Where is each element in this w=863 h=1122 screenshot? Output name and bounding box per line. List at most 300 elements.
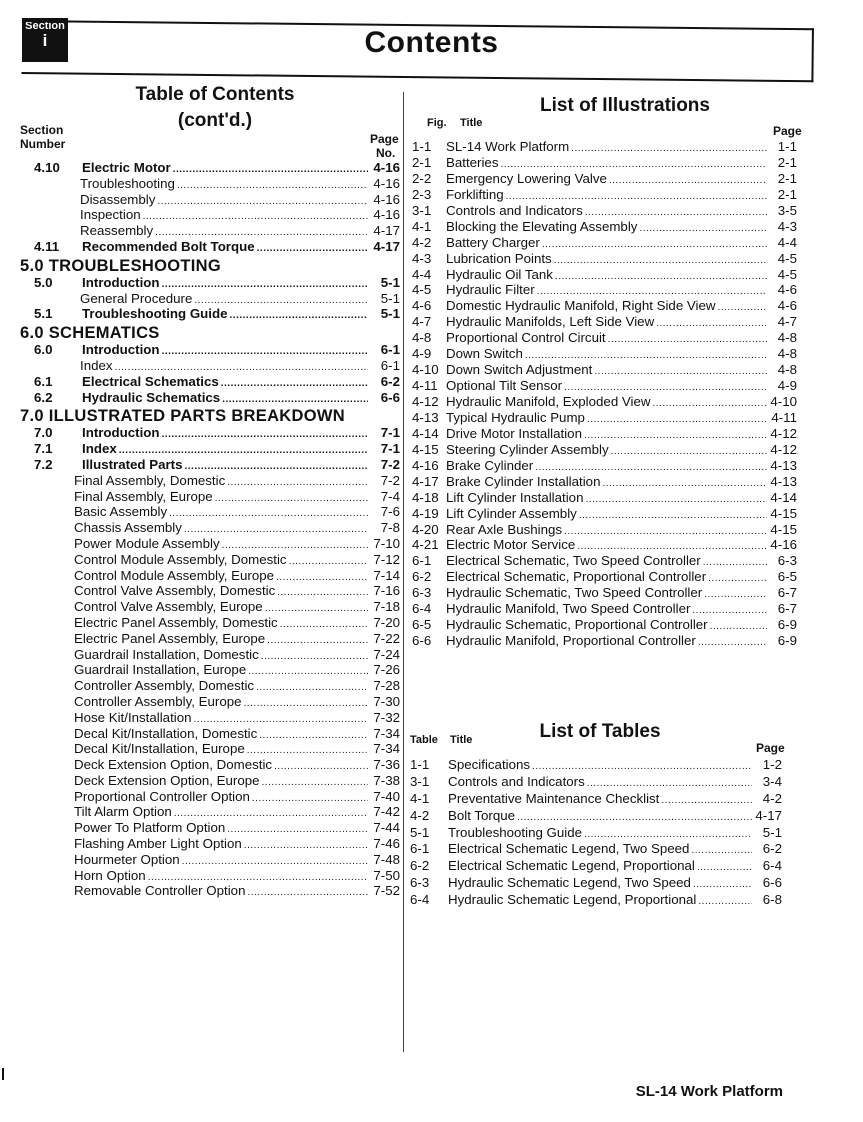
item-title: Hydraulic Manifold, Proportional Controller bbox=[446, 633, 696, 649]
list-item bbox=[412, 522, 797, 538]
item-number: 4-21 bbox=[412, 537, 439, 553]
list-item bbox=[20, 773, 400, 789]
leader-dots bbox=[184, 520, 368, 535]
leader-dots bbox=[584, 426, 767, 441]
leader-dots bbox=[169, 504, 368, 519]
item-page: 7-36 bbox=[373, 757, 400, 773]
item-title: Hydraulic Schematics bbox=[82, 389, 221, 405]
list-item bbox=[412, 362, 797, 378]
item-page: 4-12 bbox=[770, 441, 797, 457]
column-divider bbox=[403, 92, 404, 1052]
leader-dots bbox=[532, 757, 752, 772]
item-title: Troubleshooting bbox=[80, 175, 175, 191]
item-title: Battery Charger bbox=[446, 234, 540, 250]
item-title: Optional Tilt Sensor bbox=[446, 378, 563, 394]
page-title: Contents bbox=[364, 26, 499, 59]
item-page: 2-1 bbox=[777, 186, 797, 202]
list-item bbox=[20, 306, 400, 322]
item-number: 2-2 bbox=[412, 170, 432, 186]
item-page: 6-6 bbox=[762, 875, 782, 891]
item-title: Electrical Schematic Legend, Proportional bbox=[448, 858, 695, 874]
illustrations-title: List of Illustrations bbox=[540, 95, 710, 116]
leader-dots bbox=[542, 235, 767, 250]
item-title: Guardrail Installation, Domestic bbox=[74, 646, 259, 662]
item-number: 4-20 bbox=[412, 521, 439, 537]
tables-list bbox=[410, 757, 782, 909]
item-title: Basic Assembly bbox=[74, 504, 168, 520]
item-title: Controls and Indicators bbox=[446, 202, 583, 218]
item-number: 5-1 bbox=[410, 824, 430, 840]
item-number: 6.2 bbox=[34, 389, 53, 405]
toc-col-no: No. bbox=[376, 146, 396, 160]
leader-dots bbox=[162, 342, 368, 357]
tbl-col-table: Table bbox=[410, 734, 438, 746]
item-title: Control Module Assembly, Domestic bbox=[74, 551, 287, 567]
item-page: 7-10 bbox=[373, 535, 400, 551]
toc-col-page: Page bbox=[370, 132, 399, 146]
leader-dots bbox=[602, 474, 767, 489]
item-number: 4-18 bbox=[412, 489, 439, 505]
item-page: 6-2 bbox=[380, 373, 400, 389]
item-number: 7.2 bbox=[34, 456, 53, 472]
leader-dots bbox=[248, 662, 368, 677]
item-number: 6-4 bbox=[410, 892, 430, 908]
item-title: Disassembly bbox=[80, 191, 156, 207]
item-number: 4-4 bbox=[412, 266, 432, 282]
list-item bbox=[412, 282, 797, 298]
list-item bbox=[20, 342, 400, 358]
list-item bbox=[20, 852, 400, 868]
item-number: 3-1 bbox=[412, 202, 432, 218]
item-title: Deck Extension Option, Domestic bbox=[74, 757, 273, 773]
item-page: 4-6 bbox=[777, 282, 797, 298]
list-item bbox=[20, 473, 400, 489]
leader-dots bbox=[247, 883, 368, 898]
leader-dots bbox=[594, 362, 767, 377]
item-page: 3-5 bbox=[777, 202, 797, 218]
item-page: 7-46 bbox=[373, 836, 400, 852]
item-title: Decal Kit/Installation, Europe bbox=[74, 741, 245, 757]
leader-dots bbox=[230, 306, 368, 321]
item-page: 4-15 bbox=[770, 505, 797, 521]
section-heading: 5.0 TROUBLESHOOTING bbox=[20, 256, 221, 275]
item-page: 4-17 bbox=[373, 223, 400, 239]
list-item bbox=[20, 425, 400, 441]
leader-dots bbox=[698, 633, 767, 648]
item-number: 4-17 bbox=[412, 473, 439, 489]
item-page: 4-3 bbox=[777, 218, 797, 234]
leader-dots bbox=[289, 552, 368, 567]
item-number: 6-2 bbox=[410, 858, 430, 874]
leader-dots bbox=[661, 791, 752, 806]
leader-dots bbox=[274, 757, 368, 772]
leader-dots bbox=[227, 473, 368, 488]
item-title: Blocking the Elevating Assembly bbox=[446, 218, 638, 234]
item-page: 7-20 bbox=[373, 614, 400, 630]
item-number: 4-1 bbox=[412, 218, 432, 234]
item-page: 6-7 bbox=[777, 585, 797, 601]
list-item bbox=[20, 207, 400, 223]
item-number: 4-14 bbox=[412, 425, 439, 441]
item-number: 4-2 bbox=[410, 807, 430, 823]
item-page: 7-34 bbox=[373, 741, 400, 757]
item-title: Index bbox=[82, 441, 117, 457]
item-title: Final Assembly, Domestic bbox=[74, 472, 226, 488]
leader-dots bbox=[585, 490, 767, 505]
item-page: 7-8 bbox=[380, 520, 400, 536]
item-number: 4-8 bbox=[412, 330, 432, 346]
item-number: 4-19 bbox=[412, 505, 439, 521]
item-title: Decal Kit/Installation, Domestic bbox=[74, 725, 258, 741]
item-number: 4-7 bbox=[412, 314, 432, 330]
list-item bbox=[412, 506, 797, 522]
list-item bbox=[412, 203, 797, 219]
leader-dots bbox=[215, 489, 368, 504]
item-title: Proportional Control Circuit bbox=[446, 330, 606, 346]
leader-dots bbox=[517, 808, 752, 823]
item-title: Hydraulic Oil Tank bbox=[446, 266, 553, 282]
item-number: 5.0 bbox=[34, 274, 53, 290]
leader-dots bbox=[564, 522, 767, 537]
item-page: 7-6 bbox=[380, 504, 400, 520]
item-title: Preventative Maintenance Checklist bbox=[448, 790, 660, 806]
item-title: Brake Cylinder Installation bbox=[446, 473, 601, 489]
leader-dots bbox=[185, 457, 369, 472]
list-item bbox=[412, 569, 797, 585]
item-page: 7-40 bbox=[373, 788, 400, 804]
leader-dots bbox=[703, 553, 767, 568]
leader-dots bbox=[506, 187, 767, 202]
ill-col-title: Title bbox=[460, 117, 483, 129]
item-number: 6-3 bbox=[412, 585, 432, 601]
item-number: 4-10 bbox=[412, 362, 439, 378]
item-page: 7-12 bbox=[373, 551, 400, 567]
leader-dots bbox=[571, 139, 767, 154]
item-title: Down Switch bbox=[446, 346, 523, 362]
item-page: 7-28 bbox=[373, 678, 400, 694]
item-title: Hourmeter Option bbox=[74, 851, 180, 867]
leader-dots bbox=[256, 678, 368, 693]
item-page: 7-1 bbox=[380, 441, 400, 457]
list-item bbox=[20, 552, 400, 568]
item-page: 7-44 bbox=[373, 820, 400, 836]
item-page: 4-16 bbox=[373, 191, 400, 207]
item-title: Introduction bbox=[82, 425, 160, 441]
list-item bbox=[410, 875, 782, 892]
tbl-col-page: Page bbox=[756, 741, 785, 755]
item-title: Bolt Torque bbox=[448, 807, 516, 823]
item-title: Controls and Indicators bbox=[448, 773, 585, 789]
item-title: Inspection bbox=[80, 207, 141, 223]
item-number: 6-6 bbox=[412, 633, 432, 649]
list-item bbox=[20, 804, 400, 820]
leader-dots bbox=[244, 836, 368, 851]
list-item bbox=[410, 841, 782, 858]
leader-dots bbox=[555, 267, 767, 282]
item-title: Electric Panel Assembly, Domestic bbox=[74, 614, 278, 630]
list-item bbox=[20, 820, 400, 836]
item-number: 4-9 bbox=[412, 346, 432, 362]
toc-col-section: Section bbox=[20, 123, 64, 137]
item-title: Rear Axle Bushings bbox=[446, 521, 563, 537]
item-title: Electric Motor bbox=[82, 160, 171, 175]
leader-dots bbox=[182, 852, 368, 867]
item-number: 4-6 bbox=[412, 298, 432, 314]
item-title: Index bbox=[80, 357, 113, 373]
item-number: 4-11 bbox=[412, 378, 438, 394]
item-page: 4-13 bbox=[770, 457, 797, 473]
item-page: 7-42 bbox=[373, 804, 400, 820]
leader-dots bbox=[221, 374, 368, 389]
list-item bbox=[410, 757, 782, 774]
item-page: 4-16 bbox=[770, 537, 797, 553]
item-title: Hydraulic Schematic, Proportional Controller bbox=[446, 617, 708, 633]
item-title: Lubrication Points bbox=[446, 250, 552, 266]
item-number: 7.0 bbox=[34, 425, 53, 441]
item-number: 2-1 bbox=[412, 154, 432, 170]
item-number: 4-1 bbox=[410, 790, 430, 806]
leader-dots bbox=[611, 442, 767, 457]
item-title: SL-14 Work Platform bbox=[446, 139, 570, 154]
item-number: 6.1 bbox=[34, 373, 53, 389]
list-item bbox=[20, 192, 400, 208]
list-item bbox=[20, 291, 400, 307]
leader-dots bbox=[148, 868, 368, 883]
item-page: 1-2 bbox=[762, 757, 782, 772]
item-title: Specifications bbox=[448, 757, 531, 772]
item-page: 6-7 bbox=[777, 601, 797, 617]
item-page: 4-8 bbox=[777, 362, 797, 378]
item-page: 6-3 bbox=[777, 553, 797, 569]
list-item bbox=[20, 726, 400, 742]
leader-dots bbox=[222, 536, 368, 551]
toc-title: Table of Contents bbox=[135, 84, 295, 105]
leader-dots bbox=[267, 631, 368, 646]
leader-dots bbox=[162, 275, 368, 290]
leader-dots bbox=[259, 726, 368, 741]
item-title: Troubleshooting Guide bbox=[448, 824, 583, 840]
list-item bbox=[412, 490, 797, 506]
list-item bbox=[20, 883, 400, 899]
item-title: Final Assembly, Europe bbox=[74, 488, 213, 504]
item-title: Removable Controller Option bbox=[74, 883, 246, 899]
item-title: Electrical Schematics bbox=[82, 373, 219, 389]
leader-dots bbox=[252, 789, 368, 804]
list-item bbox=[20, 239, 400, 255]
item-title: Emergency Lowering Valve bbox=[446, 170, 607, 186]
item-title: Lift Cylinder Assembly bbox=[446, 505, 577, 521]
list-item bbox=[410, 858, 782, 875]
list-item bbox=[20, 176, 400, 192]
item-number: 4-13 bbox=[412, 409, 439, 425]
leader-dots bbox=[500, 155, 767, 170]
item-page: 4-5 bbox=[777, 250, 797, 266]
item-page: 5-1 bbox=[380, 274, 400, 290]
list-item bbox=[412, 394, 797, 410]
item-number: 3-1 bbox=[410, 773, 430, 789]
leader-dots bbox=[194, 710, 368, 725]
list-item bbox=[20, 868, 400, 884]
item-title: Control Module Assembly, Europe bbox=[74, 567, 275, 583]
item-page: 4-6 bbox=[777, 298, 797, 314]
list-item bbox=[20, 457, 400, 473]
item-title: Hydraulic Schematic Legend, Proportional bbox=[448, 892, 697, 908]
tbl-col-title: Title bbox=[450, 734, 473, 746]
leader-dots bbox=[564, 378, 767, 393]
item-number: 6-1 bbox=[410, 841, 430, 857]
list-item bbox=[412, 139, 797, 155]
list-item bbox=[20, 615, 400, 631]
item-number: 6-1 bbox=[412, 553, 432, 569]
item-page: 6-1 bbox=[380, 357, 400, 373]
item-title: Power Module Assembly bbox=[74, 535, 220, 551]
item-title: Reassembly bbox=[80, 223, 154, 239]
list-item bbox=[20, 223, 400, 239]
list-item bbox=[412, 314, 797, 330]
item-title: Guardrail Installation, Europe bbox=[74, 662, 247, 678]
leader-dots bbox=[227, 820, 368, 835]
list-item bbox=[20, 710, 400, 726]
item-page: 7-52 bbox=[373, 883, 400, 899]
list-item bbox=[20, 678, 400, 694]
list-item bbox=[20, 789, 400, 805]
item-title: Power To Platform Option bbox=[74, 820, 226, 836]
leader-dots bbox=[692, 601, 767, 616]
item-number: 4-2 bbox=[412, 234, 432, 250]
item-page: 7-48 bbox=[373, 851, 400, 867]
item-number: 4-15 bbox=[412, 441, 439, 457]
item-page: 6-9 bbox=[777, 633, 797, 649]
item-page: 7-32 bbox=[373, 709, 400, 725]
list-item bbox=[412, 426, 797, 442]
list-item bbox=[412, 601, 797, 617]
item-number: 4-12 bbox=[412, 394, 439, 409]
list-item bbox=[20, 489, 400, 505]
item-number: 4-3 bbox=[412, 250, 432, 266]
ill-col-page: Page bbox=[773, 124, 802, 138]
list-item bbox=[412, 537, 797, 553]
leader-dots bbox=[222, 390, 368, 405]
list-item bbox=[20, 504, 400, 520]
footer-product: SL-14 Work Platform bbox=[635, 1083, 783, 1100]
leader-dots bbox=[577, 537, 767, 552]
item-title: Control Valve Assembly, Europe bbox=[74, 599, 263, 615]
leader-dots bbox=[162, 425, 368, 440]
list-item bbox=[412, 410, 797, 426]
page-edge-mark bbox=[2, 1068, 4, 1080]
section-label: Section bbox=[25, 20, 65, 32]
list-item bbox=[412, 330, 797, 346]
leader-dots bbox=[143, 207, 368, 222]
item-title: Introduction bbox=[82, 342, 160, 358]
leader-dots bbox=[693, 875, 752, 890]
item-number: 4-5 bbox=[412, 282, 432, 298]
item-title: Controller Assembly, Domestic bbox=[74, 678, 255, 694]
item-title: Hydraulic Schematic Legend, Two Speed bbox=[448, 875, 691, 891]
item-title: Domestic Hydraulic Manifold, Right Side View bbox=[446, 298, 716, 314]
item-page: 7-24 bbox=[373, 646, 400, 662]
item-title: Hose Kit/Installation bbox=[74, 709, 192, 725]
list-item bbox=[20, 662, 400, 678]
item-title: Hydraulic Manifolds, Left Side View bbox=[446, 314, 655, 330]
item-page: 4-8 bbox=[777, 330, 797, 346]
leader-dots bbox=[587, 774, 752, 789]
section-heading: 6.0 SCHEMATICS bbox=[20, 324, 160, 343]
item-page: 5-1 bbox=[380, 306, 400, 322]
leader-dots bbox=[608, 330, 767, 345]
item-page: 7-30 bbox=[373, 693, 400, 709]
item-page: 6-8 bbox=[762, 892, 782, 908]
list-item bbox=[20, 358, 400, 374]
section-heading: 7.0 ILLUSTRATED PARTS BREAKDOWN bbox=[20, 407, 345, 426]
list-item bbox=[412, 474, 797, 490]
item-title: Batteries bbox=[446, 154, 499, 170]
item-title: Illustrated Parts bbox=[82, 456, 183, 472]
leader-dots bbox=[584, 825, 752, 840]
item-page: 6-4 bbox=[762, 858, 782, 874]
item-page: 7-14 bbox=[373, 567, 400, 583]
item-page: 6-5 bbox=[777, 569, 797, 585]
item-page: 7-1 bbox=[380, 425, 400, 441]
list-item bbox=[412, 617, 797, 633]
item-page: 5-1 bbox=[380, 290, 400, 306]
list-item bbox=[412, 235, 797, 251]
item-page: 7-26 bbox=[373, 662, 400, 678]
list-item bbox=[410, 791, 782, 808]
item-title: Down Switch Adjustment bbox=[446, 362, 593, 378]
leader-dots bbox=[554, 251, 767, 266]
item-title: Proportional Controller Option bbox=[74, 788, 250, 804]
item-page: 1-1 bbox=[777, 139, 797, 154]
item-page: 4-10 bbox=[770, 394, 797, 409]
item-title: Recommended Bolt Torque bbox=[82, 238, 255, 254]
item-title: Controller Assembly, Europe bbox=[74, 693, 242, 709]
leader-dots bbox=[276, 568, 368, 583]
list-item bbox=[410, 774, 782, 791]
leader-dots bbox=[535, 458, 767, 473]
item-title: Tilt Alarm Option bbox=[74, 804, 172, 820]
item-title: Deck Extension Option, Europe bbox=[74, 772, 260, 788]
item-page: 7-2 bbox=[380, 456, 400, 472]
item-title: Drive Motor Installation bbox=[446, 425, 582, 441]
item-page: 4-13 bbox=[770, 473, 797, 489]
toc-list bbox=[20, 160, 400, 899]
item-title: Electrical Schematic, Proportional Controller bbox=[446, 569, 707, 585]
item-title: Brake Cylinder bbox=[446, 457, 534, 473]
list-item bbox=[20, 536, 400, 552]
list-item bbox=[412, 187, 797, 203]
item-number: 6-3 bbox=[410, 875, 430, 891]
item-title: Hydraulic Schematic, Two Speed Controller bbox=[446, 585, 703, 601]
leader-dots bbox=[579, 506, 767, 521]
item-page: 4-2 bbox=[762, 790, 782, 806]
item-number: 1-1 bbox=[410, 757, 430, 772]
leader-dots bbox=[585, 203, 767, 218]
list-item bbox=[20, 520, 400, 536]
list-item bbox=[410, 892, 782, 909]
list-item bbox=[412, 442, 797, 458]
item-number: 4.11 bbox=[34, 238, 60, 254]
item-title: Electrical Schematic Legend, Two Speed bbox=[448, 841, 690, 857]
leader-dots bbox=[173, 160, 368, 175]
list-item bbox=[20, 390, 400, 406]
item-title: Hydraulic Filter bbox=[446, 282, 535, 298]
item-page: 7-2 bbox=[380, 472, 400, 488]
item-page: 6-6 bbox=[380, 389, 400, 405]
leader-dots bbox=[177, 176, 368, 191]
item-page: 6-1 bbox=[380, 342, 400, 358]
item-number: 1-1 bbox=[412, 139, 432, 154]
